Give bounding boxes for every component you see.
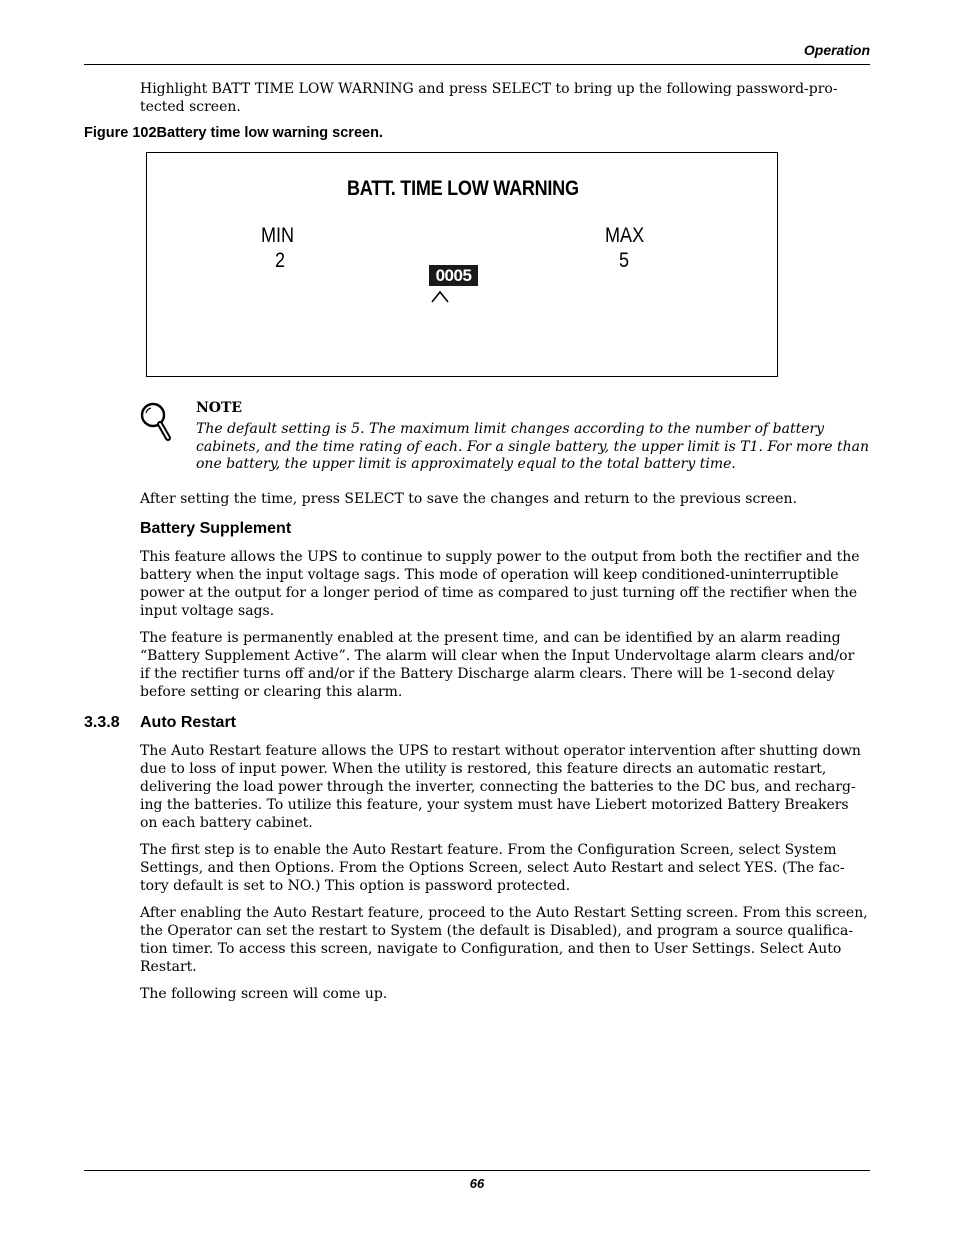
auto-restart-heading: Auto Restart (140, 714, 237, 731)
after-note-paragraph: After setting the time, press SELECT to save the changes and return to the previous screen. (140, 491, 798, 507)
auto-restart-paragraph-4: The following screen will come up. (140, 986, 388, 1002)
footer-rule (84, 1170, 870, 1171)
battery-time-screen (146, 152, 778, 377)
min-label: MIN (261, 224, 295, 247)
running-header: Operation (803, 42, 870, 58)
battery-supplement-paragraph-1: This feature allows the UPS to continue to supply power to the output from both the rectifier and the battery when the input voltage sags. This mode of operation will keep conditioned-uninterruptible power at the output for a longer period of time as compared to just turning off the rectifier when the input voltage sags. (140, 549, 860, 619)
note-heading: NOTE (196, 400, 243, 416)
max-value: 5 (619, 249, 630, 272)
cursor-caret-icon (430, 289, 450, 303)
battery-supplement-paragraph-2: The feature is permanently enabled at the present time, and can be identified by an alarm reading “Battery Supplement Active”. The alarm will clear when the Input Undervoltage alarm clears and/or if the rectifier turns off and/or if the Battery Discharge alarm clears. There will be 1-second delay before setting or clearing this alarm. (140, 630, 855, 700)
intro-paragraph: Highlight BATT TIME LOW WARNING and press SELECT to bring up the following password-pro- tected screen. (140, 81, 838, 115)
max-label: MAX (605, 224, 645, 247)
magnifying-glass-icon (138, 400, 174, 444)
auto-restart-paragraph-2: The first step is to enable the Auto Restart feature. From the Configuration Screen, select System Settings, and then Options. From the Options Screen, select Auto Restart and select YES. (The fac- tory default is set to NO.) This option is password protected. (140, 842, 845, 894)
auto-restart-paragraph-3: After enabling the Auto Restart feature, proceed to the Auto Restart Setting screen. From this screen, the Operator can set the restart to System (the default is Disabled), and program a source qualifica- tion timer. To access this screen, navigate to Configuration, and then to User Settings. Select Auto Restart. (140, 905, 868, 975)
page-number: 66 (469, 1176, 485, 1191)
note-text: The default setting is 5. The maximum limit changes according to the number of battery cabinets, and the time rating of each. For a single battery, the upper limit is T1. For more than one battery, the upper limit is approximately equal to the total battery time. (196, 421, 870, 472)
battery-supplement-heading: Battery Supplement (140, 520, 292, 537)
screen-title: BATT. TIME LOW WARNING (347, 177, 579, 200)
auto-restart-number: 3.3.8 (84, 714, 120, 731)
header-rule (84, 64, 870, 65)
current-value-field[interactable]: 0005 (429, 265, 478, 286)
auto-restart-paragraph-1: The Auto Restart feature allows the UPS to restart without operator intervention after shutting down due to loss of input power. When the utility is restored, this feature directs an automatic restart, delivering the load power through the inverter, connecting the batteries to the DC bus, and recharg- ing the batteries. To utilize this feature, your system must have Liebert motorized Battery Breakers on each battery cabinet. (140, 743, 861, 831)
min-value: 2 (275, 249, 286, 272)
figure-caption: Figure 102Battery time low warning screen. (84, 125, 383, 141)
